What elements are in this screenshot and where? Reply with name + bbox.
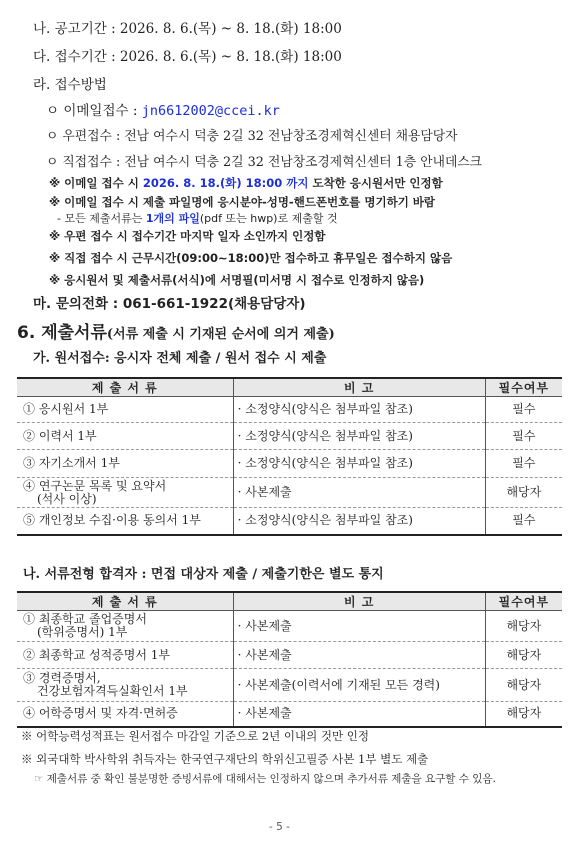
section-subtitle: (서류 제출 시 기재된 순서에 의거 제출): [106, 327, 335, 342]
note-visit: ※ 직접 접수 시 근무시간(09:00~18:00)만 접수하고 휴무일은 접수하지 않음: [49, 251, 453, 265]
required-cell: 필수: [485, 423, 562, 450]
remark-cell: · 사본제출(이력서에 기재된 모든 경력): [233, 669, 485, 702]
pointing-hand-icon: ☞: [34, 773, 44, 785]
note-single-file: 1개의 파일: [145, 212, 200, 225]
method-heading: 라. 접수방법: [33, 77, 107, 93]
doc-cell: ⑤ 개인정보 수집·이용 동의서 1부: [17, 508, 233, 535]
required-cell: 필수: [485, 397, 562, 423]
header-required: 필수여부: [485, 592, 562, 611]
header-remarks: 비 고: [233, 378, 485, 397]
doc-cell: [17, 478, 233, 508]
note-text: (pdf 또는 hwp)로 제출할 것: [199, 212, 338, 225]
required-cell: 해당자: [485, 669, 562, 702]
required-cell: 해당자: [485, 478, 562, 508]
doc-line: (석사 이상): [37, 491, 97, 506]
table-header-row: [17, 378, 562, 397]
remark-cell: · 사본제출: [233, 478, 485, 508]
table-row: [17, 423, 562, 450]
table-row: [17, 611, 562, 642]
remark-cell: · 소정양식(양식은 첨부파일 참조): [233, 397, 485, 423]
note-filename: ※ 이메일 접수 시 제출 파일명에 응시분야-성명-핸드폰번호를 명기하기 바람: [49, 195, 436, 209]
note-text: ※ 이메일 접수 시: [49, 176, 139, 190]
remark-cell: · 사본제출: [233, 642, 485, 669]
note-text: 도착한 응시원서만 인정함: [312, 176, 443, 190]
table-row: [17, 642, 562, 669]
doc-line: ④ 연구논문 목록 및 요약서: [23, 478, 167, 493]
footnote-foreign-degree: ※ 외국대학 박사학위 취득자는 한국연구재단의 학위신고필증 사본 1부 별도 제출: [21, 752, 429, 766]
doc-line: ③ 경력증명서,: [23, 671, 101, 685]
note-deadline-date: 2026. 8. 18.(화) 18:00 까지: [142, 176, 309, 190]
remark-cell: · 소정양식(양식은 첨부파일 참조): [233, 450, 485, 478]
note-file-format: [57, 210, 338, 226]
table-a-heading: 가. 원서접수: 응시자 전체 제출 / 원서 접수 시 제출: [33, 351, 327, 366]
doc-cell: [17, 611, 233, 642]
doc-cell: ③ 자기소개서 1부: [17, 450, 233, 478]
remark-cell: · 사본제출: [233, 702, 485, 727]
section-6-title: [17, 318, 335, 343]
remark-cell: · 사본제출: [233, 611, 485, 642]
table-row: [17, 397, 562, 423]
header-documents: 제 출 서 류: [17, 378, 233, 397]
header-remarks: 비 고: [233, 592, 485, 611]
footnote-text: 제출서류 중 확인 불분명한 증빙서류에 대해서는 인정하지 않으며 추가서류 제출을 요구할 수 있음.: [46, 773, 496, 785]
email-method: [46, 99, 280, 119]
required-cell: 해당자: [485, 611, 562, 642]
section-title: 6. 제출서류: [17, 323, 107, 343]
table-row: [17, 702, 562, 727]
footnote-language-score: ※ 어학능력성적표는 원서접수 마감일 기준으로 2년 이내의 것만 인정: [21, 729, 370, 743]
remark-cell: · 소정양식(양식은 첨부파일 참조): [233, 508, 485, 535]
required-cell: 해당자: [485, 642, 562, 669]
table-b: [17, 591, 562, 728]
page-number: - 5 -: [269, 821, 290, 833]
footnote-verification: [34, 771, 496, 786]
doc-cell: ② 최종학교 성적증명서 1부: [17, 642, 233, 669]
note-text: - 모든 제출서류는: [57, 212, 143, 225]
table-row: [17, 478, 562, 508]
required-cell: 필수: [485, 508, 562, 535]
header-required: 필수여부: [485, 378, 562, 397]
notice-period: 나. 공고기간 : 2026. 8. 6.(목) ~ 8. 18.(화) 18:00: [33, 21, 342, 37]
email-label: ㅇ 이메일접수 :: [46, 103, 138, 119]
doc-line: ① 최종학교 졸업증명서: [23, 612, 147, 626]
table-row: [17, 669, 562, 702]
table-row: [17, 450, 562, 478]
visit-method: ㅇ 직접접수 : 전남 여수시 덕충 2길 32 전남창조경제혁신센터 1층 안내데스크: [46, 155, 483, 170]
doc-cell: ② 이력서 1부: [17, 423, 233, 450]
doc-line: (학위증명서) 1부: [37, 625, 128, 639]
doc-line: 건강보험자격득실확인서 1부: [37, 684, 188, 698]
doc-cell: [17, 669, 233, 702]
remark-cell: · 소정양식(양식은 첨부파일 참조): [233, 423, 485, 450]
header-documents: 제 출 서 류: [17, 592, 233, 611]
mail-method: ㅇ 우편접수 : 전남 여수시 덕충 2길 32 전남창조경제혁신센터 채용담당자: [46, 129, 458, 144]
doc-cell: ① 응시원서 1부: [17, 397, 233, 423]
table-b-heading: 나. 서류전형 합격자 : 면접 대상자 제출 / 제출기한은 별도 통지: [23, 567, 384, 582]
note-signature: ※ 응시원서 및 제출서류(서식)에 서명필(미서명 시 접수로 인정하지 않음): [49, 273, 425, 287]
note-mail: ※ 우편 접수 시 접수기간 마지막 일자 소인까지 인정함: [49, 229, 326, 243]
table-header-row: [17, 592, 562, 611]
required-cell: 해당자: [485, 702, 562, 727]
receipt-period: 다. 접수기간 : 2026. 8. 6.(목) ~ 8. 18.(화) 18:00: [33, 49, 342, 65]
note-email-deadline: [49, 175, 443, 191]
table-row: [17, 508, 562, 535]
contact-phone: 마. 문의전화 : 061-661-1922(채용담당자): [33, 296, 306, 312]
table-a: [17, 377, 562, 536]
email-link[interactable]: jn6612002@ccei.kr: [141, 103, 280, 119]
doc-cell: ④ 어학증명서 및 자격·면허증: [17, 702, 233, 727]
required-cell: 필수: [485, 450, 562, 478]
